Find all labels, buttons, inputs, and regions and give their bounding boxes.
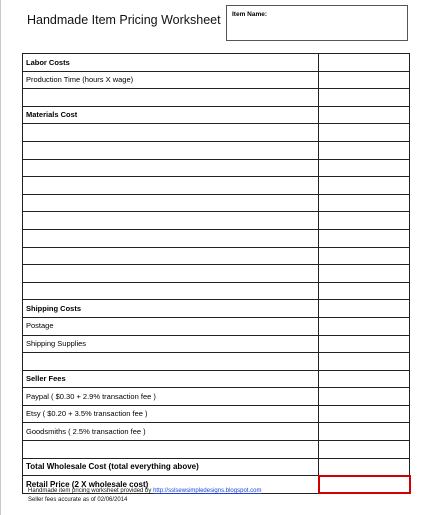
footer [28, 487, 261, 504]
row-value-cell[interactable] [319, 388, 410, 406]
row-label-blank [23, 89, 319, 107]
table-row [23, 370, 410, 388]
row-value-cell[interactable] [319, 282, 410, 300]
row-value-cell[interactable] [319, 89, 410, 107]
table-row [23, 124, 410, 142]
row-label-blank [23, 124, 319, 142]
retail-price-value-cell[interactable] [319, 476, 410, 494]
row-label: Goodsmiths ( 2.5% transaction fee ) [23, 423, 319, 441]
table-row [23, 194, 410, 212]
row-value-cell[interactable] [319, 159, 410, 177]
row-label: Postage [23, 317, 319, 335]
row-label-blank [23, 229, 319, 247]
footer-credit-text: Handmade item pricing worksheet provided by [28, 488, 154, 494]
table-row [23, 265, 410, 283]
blog-link[interactable]: http://sslsewsimpledesigns.blogspot.com [153, 488, 262, 494]
footer-date-note: Seller fees accurate as of 02/06/2014 [28, 496, 128, 503]
row-value-cell[interactable] [319, 106, 410, 124]
table-row [23, 300, 410, 318]
row-label-blank [23, 265, 319, 283]
table-row [23, 71, 410, 89]
row-value-cell[interactable] [319, 317, 410, 335]
row-label-blank [23, 141, 319, 159]
row-value-cell[interactable] [319, 353, 410, 371]
row-value-cell[interactable] [319, 177, 410, 195]
row-value-cell[interactable] [319, 229, 410, 247]
table-row [23, 54, 410, 72]
row-value-cell[interactable] [319, 141, 410, 159]
row-value-cell[interactable] [319, 458, 410, 476]
row-label-blank [23, 194, 319, 212]
row-label: Materials Cost [23, 106, 319, 124]
row-label: Shipping Costs [23, 300, 319, 318]
row-value-cell[interactable] [319, 265, 410, 283]
row-value-cell[interactable] [319, 247, 410, 265]
row-value-cell[interactable] [319, 405, 410, 423]
table-row [23, 423, 410, 441]
table-row [23, 405, 410, 423]
table-row [23, 229, 410, 247]
table-row [23, 89, 410, 107]
table-row [23, 458, 410, 476]
table-row [23, 388, 410, 406]
row-value-cell[interactable] [319, 370, 410, 388]
row-label: Total Wholesale Cost (total everything above) [23, 458, 319, 476]
row-label: Paypal ( $0.30 + 2.9% transaction fee ) [23, 388, 319, 406]
table-row [23, 247, 410, 265]
row-value-cell[interactable] [319, 54, 410, 72]
table-row [23, 141, 410, 159]
item-name-field[interactable] [226, 5, 408, 41]
row-value-cell[interactable] [319, 194, 410, 212]
row-label: Retail Price (2 X wholesale cost) [23, 476, 319, 494]
worksheet-title: Handmade Item Pricing Worksheet [27, 13, 221, 27]
row-label-blank [23, 159, 319, 177]
row-label-blank [23, 353, 319, 371]
row-label: Production Time (hours X wage) [23, 71, 319, 89]
table-row [23, 441, 410, 459]
table-row [23, 353, 410, 371]
row-label: Labor Costs [23, 54, 319, 72]
table-row [23, 317, 410, 335]
row-label-blank [23, 441, 319, 459]
row-label: Etsy ( $0.20 + 3.5% transaction fee ) [23, 405, 319, 423]
table-row [23, 335, 410, 353]
row-label-blank [23, 247, 319, 265]
item-name-label: Item Name: [232, 11, 268, 18]
row-label-blank [23, 282, 319, 300]
row-label-blank [23, 212, 319, 230]
table-row [23, 159, 410, 177]
row-value-cell[interactable] [319, 335, 410, 353]
table-row [23, 212, 410, 230]
table-row [23, 282, 410, 300]
pricing-table [22, 53, 410, 494]
row-value-cell[interactable] [319, 212, 410, 230]
page-left-edge [0, 0, 1, 515]
row-value-cell[interactable] [319, 71, 410, 89]
row-label: Shipping Supplies [23, 335, 319, 353]
table-row [23, 177, 410, 195]
row-value-cell[interactable] [319, 423, 410, 441]
row-value-cell[interactable] [319, 441, 410, 459]
footer-credit-line [28, 487, 261, 496]
row-label: Seller Fees [23, 370, 319, 388]
row-value-cell[interactable] [319, 300, 410, 318]
row-label-blank [23, 177, 319, 195]
row-value-cell[interactable] [319, 124, 410, 142]
table-row [23, 106, 410, 124]
